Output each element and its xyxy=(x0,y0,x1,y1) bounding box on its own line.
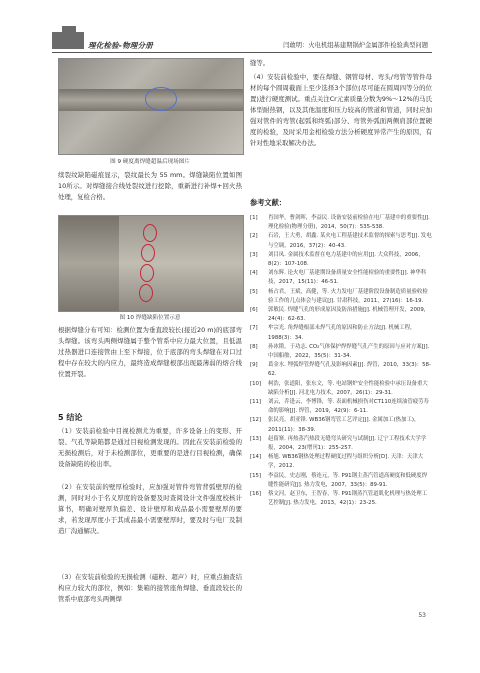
reference-item xyxy=(250,398,432,416)
reference-number: [4] xyxy=(250,270,258,277)
reference-item xyxy=(250,269,432,287)
defect-marker xyxy=(140,264,154,282)
defect-marker xyxy=(145,87,177,111)
figure-9-photo xyxy=(58,58,244,155)
reference-text: 肖国华，曹剑晖，李益民. 设备安装前检验在电厂基建中的重要性[J]. 理化检验(物理分册)，2014，50(7)：535-538. xyxy=(268,215,430,231)
reference-number: [15] xyxy=(250,472,262,479)
header-rule xyxy=(52,52,432,53)
reference-number: [11] xyxy=(250,399,262,406)
reference-item xyxy=(250,490,432,508)
defect-marker xyxy=(143,224,157,242)
reference-item xyxy=(250,453,432,471)
reference-number: [16] xyxy=(250,491,262,498)
reference-item xyxy=(250,361,432,379)
left-paragraph-1: 续裂纹缺陷磁痕显示，裂纹最长为 55 mm。焊缝缺陷位置如图10所示。对焊缝接合线处裂纹进行挖除，重新进行补焊+回火热处理，复检合格。 xyxy=(58,171,242,201)
reference-number: [12] xyxy=(250,417,262,424)
reference-text: 刘云，乔逢云，李博锋，等. 表面机械损伤对CT110连续油管疲劳寿命的影响[J]. 焊管，2019，42(9)：6-11. xyxy=(268,399,429,415)
reference-number: [6] xyxy=(250,307,258,314)
reference-text: 葛金水. 埋弧焊管焊缝气孔及影响因素[J]. 焊管，2010，33(3)：58-62. xyxy=(268,362,431,378)
reference-number: [7] xyxy=(250,325,258,332)
page-number: 53 xyxy=(418,612,426,619)
page-header xyxy=(0,0,480,50)
reference-item xyxy=(250,472,432,490)
journal-logo-block xyxy=(52,32,84,49)
right-paragraph-1: 缝等。 xyxy=(250,59,270,67)
conclusion-item-4: （4）安装前检验中，要在焊缝、钢管母材、弯头/弯管等管件母材的每个圆周截面上至少选择3个部位(尽可能在圆周四等分的位置)进行硬度测试。重点关注Cr元素质量分数为9%～12%的马氏体型耐热钢，以及其他温度和压力较高的管道和管道，同时应加强对管件的弯管(起弧和终弧)部分、弯管外弧面两侧肩部位置硬度的检验，及时采用金相检验方法分析硬度异常产生的原因，有针对性地采取解决办法。 xyxy=(250,73,432,147)
reference-text: 杨旭. WB36钢热处理过程硬度过程与组织分析[D]. 天津：天津大学，2012. xyxy=(268,454,424,470)
reference-text: 石岩，王大勇，胡鑫. 某火电工程基建技术监督的探索与思考[J]. 发电与空调，2016，37(2)：40-43. xyxy=(268,233,432,249)
defect-marker xyxy=(141,244,155,262)
reference-item xyxy=(250,435,432,453)
reference-item xyxy=(250,214,432,232)
reference-number: [5] xyxy=(250,288,258,295)
reference-text: 孙冰锵，于功志. CO₂气体保护焊焊缝气孔产生的原因与应对方案[J]. 中国船舶，2022，35(5)：31-34. xyxy=(268,343,430,360)
figure-9-caption: 图 9 硬度离焊缝超温后现场图片 xyxy=(110,159,190,165)
running-title: 闫敢明：火电机组基建期锅炉金属部件检验典型问题 xyxy=(283,42,428,49)
figure-10-caption: 图 10 焊缝缺陷位置示意 xyxy=(119,315,181,321)
reference-item xyxy=(250,288,432,306)
reference-text: 刘目凤. 金属技术监督在电力基建中的应用[J]. 大众科技，2006，8(2)：107-108. xyxy=(268,251,424,268)
reference-item xyxy=(250,416,432,434)
reference-text: 李益民，史志刚，蔡连元，等. P91钢主蒸汽管道高硬度和低硬度焊缝性能研究[J]. 热力发电，2007，33(5)：89-91. xyxy=(268,472,428,488)
reference-number: [3] xyxy=(250,251,258,258)
reference-text: 柯浩，张道阳，张东文，等. 电站钢炉安全性能检验中承压设备重大缺陷分析[J]. 河北电力技术，2007，26(1)：29-31. xyxy=(268,380,428,396)
conclusion-item-1: （1）安装前检验中目视检测尤为重要，许多设备上的变形、开裂、气孔等缺陷都是通过目视检测发现的。因此在安装前检验的无损检测后，对于未检测部位，更重要的是进行目视检测，确保设备缺陷的检出率。 xyxy=(58,427,242,468)
journal-name: 理化检验-物理分册 xyxy=(88,41,153,50)
reference-text: 牟宗光. 角焊缝根部未焊气孔的原因和防止方法[J]. 机械工程，1988(3)：34. xyxy=(268,325,416,341)
left-paragraph-2: 根据焊缝分布可知：检测位置为垂直段较长(接近20 m)的底部弯头焊缝。该弯头两侧焊缝属于整个管系中应力最大位置，且低温过热器进口连接管由上至下焊接，位于底部的弯头焊缝在对口过程中存在较大的内应力，最终造成焊缝根部出现最薄弱的熔合线位置开裂。 xyxy=(58,326,242,378)
reference-text: 杨占君，王斌，高健，等. 火力发电厂基建阶段设备制造质量验收检验工作的几点体会与建议[J]. 甘肃科技，2011，27(16)：16-19. xyxy=(268,288,428,304)
reference-text: 郭敏民. 焊缝气孔的形成原因及防治措施[J]. 机械管理开发，2009，24(4)：62-63. xyxy=(268,307,430,323)
reference-text: 张民亮，胡亚锋. WB36钢弯管工艺评定[J]. 金属加工(热加工)，2011(11)：38-39. xyxy=(268,417,420,433)
reference-number: [14] xyxy=(250,454,262,461)
section-heading-conclusion: 5 结论 xyxy=(58,413,83,422)
reference-number: [13] xyxy=(250,435,262,442)
reference-text: 蔡文河，赵卫东，王智春，等. P91钢蒸汽管道肌化机理与热处理工艺控制[J]. 热力发电，2013，42(1)：23-25. xyxy=(268,491,428,507)
reference-item xyxy=(250,324,432,342)
reference-item xyxy=(250,232,432,250)
conclusion-item-2: （2）在安装前的壁厚检验时，应加强对管件弯管背弧壁厚的检测，同时对小于名义厚度的设备要及时查阅设计文件强度校核计算书，明确对壁厚负偏差、设计壁厚和成品最小需要壁厚的要求，若发现厚度小于其成品最小需要壁厚时，要及时与电厂及制造厂沟通解决。 xyxy=(58,483,242,535)
conclusion-item-3: （3）在安装前检验的无损检测（磁粉、超声）时，应重点抽查结构应力较大的部位，例如：集箱的接管座角焊缝、垂直段较长的管系中底部弯头两侧焊 xyxy=(58,573,242,603)
defect-marker xyxy=(139,284,153,302)
reference-number: [2] xyxy=(250,233,258,240)
reference-item xyxy=(250,343,432,361)
reference-number: [8] xyxy=(250,343,258,350)
reference-text: 赵留寨. 再热蒸汽热段无缝弯头研究与试制[J]. 辽宁工程技术大学学报，2004，23(增刊1)：255-257. xyxy=(268,435,427,452)
reference-item xyxy=(250,380,432,398)
reference-number: [1] xyxy=(250,215,258,221)
reference-item xyxy=(250,251,432,269)
reference-item xyxy=(250,306,432,324)
reference-list xyxy=(250,214,432,509)
reference-number: [10] xyxy=(250,380,262,387)
reference-text: 刘东辉. 论火电厂基建期设备质量安全性能检验的重要性[J]. 神华科技，2017，15(11)：46-51. xyxy=(268,270,427,286)
reference-number: [9] xyxy=(250,362,258,369)
references-heading: 参考文献： xyxy=(250,198,286,207)
figure-10-photo xyxy=(58,215,244,312)
pipe-section xyxy=(59,216,119,311)
